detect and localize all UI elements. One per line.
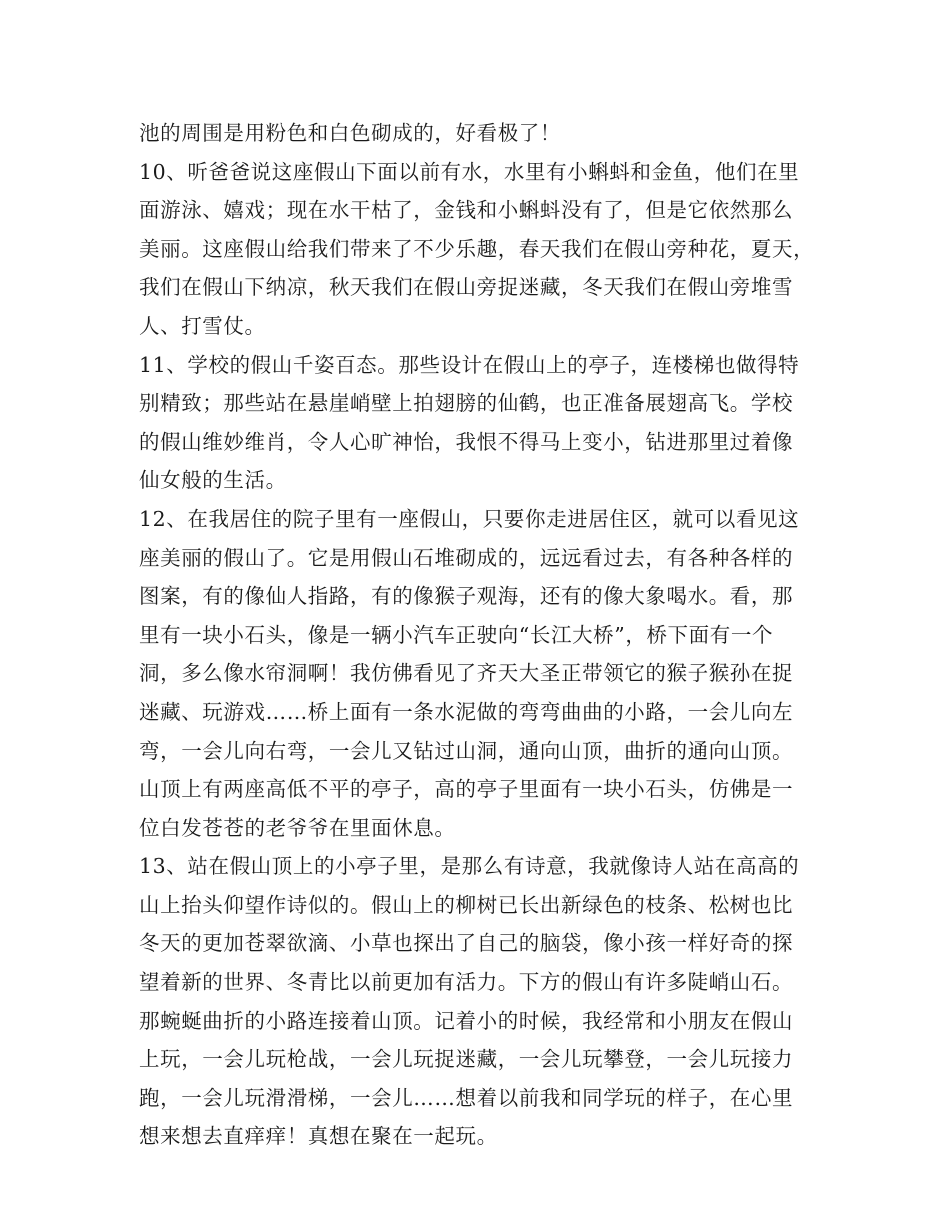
text-line: 跑，一会儿玩滑滑梯，一会儿……想着以前我和同学玩的样子，在心里	[139, 1085, 794, 1110]
text-line: 座美丽的假山了。它是用假山石堆砌成的，远远看过去，有各种各样的	[139, 545, 794, 570]
text-line: 迷藏、玩游戏……桥上面有一条水泥做的弯弯曲曲的小路，一会儿向左	[139, 699, 794, 724]
text-line: 12、在我居住的院子里有一座假山，只要你走进居住区，就可以看见这	[139, 506, 800, 531]
text-line: 望着新的世界、冬青比以前更加有活力。下方的假山有许多陡峭山石。	[139, 970, 794, 995]
text-line: 洞，多么像水帘洞啊！我仿佛看见了齐天大圣正带领它的猴子猴孙在捉	[139, 661, 794, 686]
text-line: 13、站在假山顶上的小亭子里，是那么有诗意，我就像诗人站在高高的	[139, 854, 800, 879]
text-line: 10、听爸爸说这座假山下面以前有水，水里有小蝌蚪和金鱼，他们在里	[139, 159, 800, 184]
text-line: 弯，一会儿向右弯，一会儿又钻过山洞，通向山顶，曲折的通向山顶。	[139, 738, 794, 763]
text-line: 美丽。这座假山给我们带来了不少乐趣，春天我们在假山旁种花，夏天，	[139, 236, 815, 261]
text-line: 池的周围是用粉色和白色砌成的，好看极了！	[139, 121, 561, 145]
text-line: 里有一块小石头，像是一辆小汽车正驶向“长江大桥”，桥下面有一个	[139, 622, 774, 647]
text-line: 我们在假山下纳凉，秋天我们在假山旁捉迷藏，冬天我们在假山旁堆雪	[139, 275, 794, 300]
text-line: 冬天的更加苍翠欲滴、小草也探出了自己的脑袋，像小孩一样好奇的探	[139, 931, 794, 956]
text-line: 那蜿蜒曲折的小路连接着山顶。记着小的时候，我经常和小朋友在假山	[139, 1008, 794, 1033]
text-line: 位白发苍苍的老爷爷在里面休息。	[139, 815, 456, 840]
text-line: 的假山维妙维肖，令人心旷神怡，我恨不得马上变小，钻进那里过着像	[139, 429, 794, 454]
text-line: 别精致；那些站在悬崖峭壁上拍翅膀的仙鹤，也正准备展翅高飞。学校	[139, 391, 794, 416]
text-line: 仙女般的生活。	[139, 468, 287, 493]
text-line: 面游泳、嬉戏；现在水干枯了，金钱和小蝌蚪没有了，但是它依然那么	[139, 198, 794, 223]
article-body	[139, 114, 819, 1156]
text-line: 上玩，一会儿玩枪战，一会儿玩捉迷藏，一会儿玩攀登，一会儿玩接力	[139, 1047, 794, 1072]
text-line: 山顶上有两座高低不平的亭子，高的亭子里面有一块小石头，仿佛是一	[139, 777, 794, 802]
text-line: 图案，有的像仙人指路，有的像猴子观海，还有的像大象喝水。看，那	[139, 584, 794, 609]
text-line: 人、打雪仗。	[139, 313, 266, 338]
text-line: 山上抬头仰望作诗似的。假山上的柳树已长出新绿色的枝条、松树也比	[139, 892, 794, 917]
text-line: 想来想去直痒痒！真想在聚在一起玩。	[139, 1124, 498, 1149]
text-line: 11、学校的假山千姿百态。那些设计在假山上的亭子，连楼梯也做得特	[139, 352, 800, 377]
